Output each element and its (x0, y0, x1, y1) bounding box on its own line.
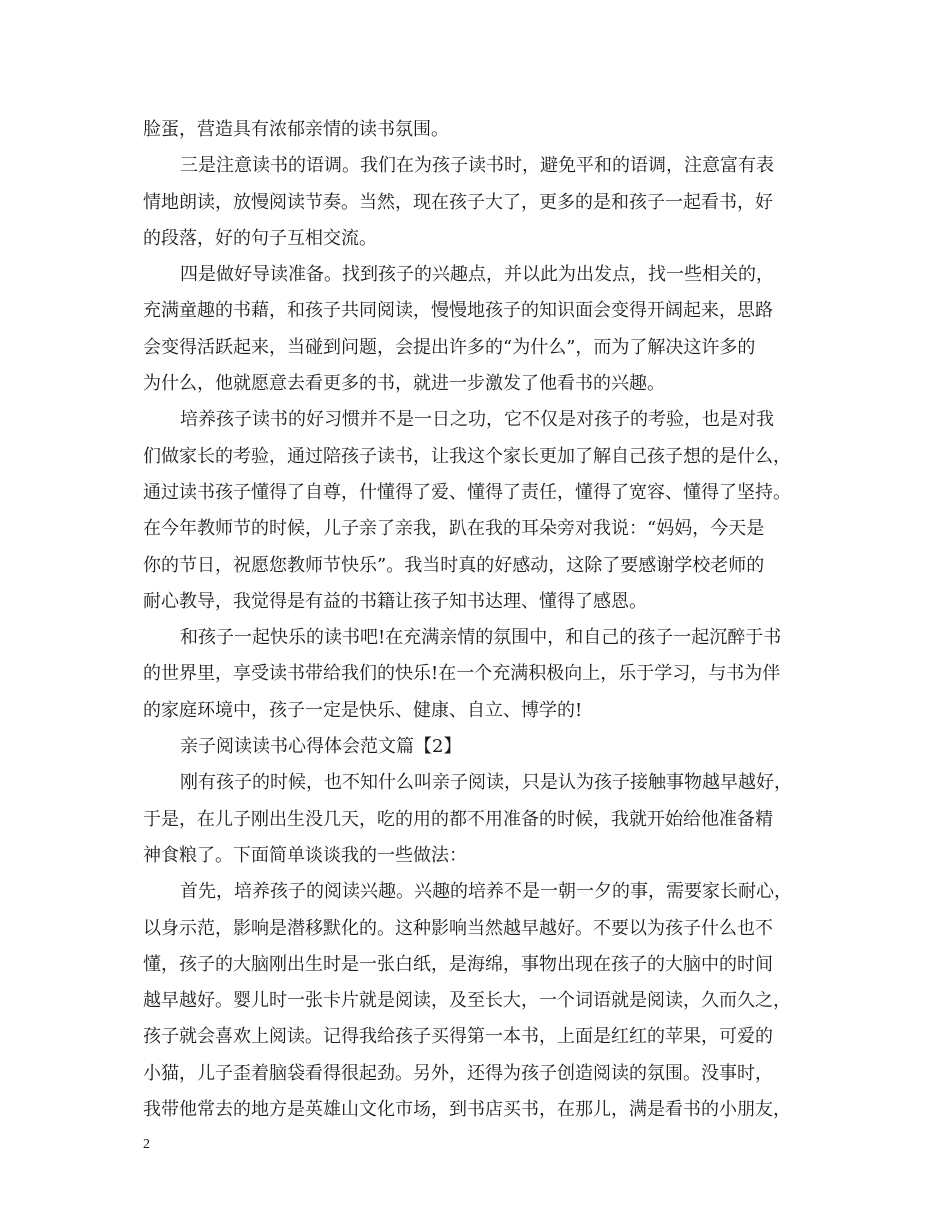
text-line: 会变得活跃起来，当碰到问题，会提出许多的“为什么”，而为了解决这许多的 (143, 336, 756, 358)
text-line: 越早越好。婴儿时一张卡片就是阅读，及至长大，一个词语就是阅读，久而久之， (143, 990, 791, 1012)
text-line: 情地朗读，放慢阅读节奏。当然，现在孩子大了，更多的是和孩子一起看书，好 (143, 191, 773, 213)
text-line: 在今年教师节的时候，儿子亲了亲我，趴在我的耳朵旁对我说：“妈妈，今天是 (143, 518, 765, 540)
text-line: 于是，在儿子刚出生没几天，吃的用的都不用准备的时候，我就开始给他准备精 (143, 808, 773, 830)
section-heading: 亲子阅读读书心得体会范文篇【2】 (180, 736, 462, 758)
text-line: 孩子就会喜欢上阅读。记得我给孩子买得第一本书，上面是红红的苹果，可爱的 (143, 1026, 773, 1048)
page-number: 2 (143, 1137, 150, 1152)
text-line: 培养孩子读书的好习惯并不是一日之功，它不仅是对孩子的考验，也是对我 (180, 409, 774, 431)
text-line: 的世界里，享受读书带给我们的快乐!在一个充满积极向上，乐于学习，与书为伴 (143, 663, 781, 685)
text-line: 懂，孩子的大脑刚出生时是一张白纸，是海绵，事物出现在孩子的大脑中的时间 (143, 953, 773, 975)
text-line: 脸蛋，营造具有浓郁亲情的读书氛围。 (143, 119, 449, 140)
text-line: 刚有孩子的时候，也不知什么叫亲子阅读，只是认为孩子接触事物越早越好， (180, 772, 792, 794)
text-line: 三是注意读书的语调。我们在为孩子读书时，避免平和的语调，注意富有表 (180, 155, 774, 177)
text-line: 的段落，好的句子互相交流。 (143, 227, 377, 249)
text-line: 通过读书孩子懂得了自尊，什懂得了爱、懂得了责任，懂得了宽容、懂得了坚持。 (143, 481, 791, 503)
text-line: 们做家长的考验，通过陪孩子读书，让我这个家长更加了解自己孩子想的是什么， (143, 445, 791, 467)
text-line: 为什么，他就愿意去看更多的书，就进一步激发了他看书的兴趣。 (143, 373, 665, 395)
text-line: 和孩子一起快乐的读书吧!在充满亲情的氛围中，和自己的孩子一起沉醉于书 (180, 627, 782, 649)
text-line: 首先，培养孩子的阅读兴趣。兴趣的培养不是一朝一夕的事，需要家长耐心， (180, 881, 792, 903)
text-line: 小猫，儿子歪着脑袋看得很起劲。另外，还得为孩子创造阅读的氛围。没事时， (143, 1062, 773, 1084)
text-line: 的家庭环境中，孩子一定是快乐、健康、自立、博学的! (143, 699, 583, 721)
text-line: 以身示范，影响是潜移默化的。这种影响当然越早越好。不要以为孩子什么也不 (143, 917, 773, 939)
text-line: 神食粮了。下面简单谈谈我的一些做法： (143, 844, 467, 866)
document-body (143, 112, 827, 1128)
text-line: 四是做好导读准备。找到孩子的兴趣点，并以此为出发点，找一些相关的， (180, 264, 774, 286)
text-line: 我带他常去的地方是英雄山文化市场，到书店买书，在那儿，满是看书的小朋友， (143, 1099, 791, 1121)
text-line: 耐心教导，我觉得是有益的书籍让孩子知书达理、懂得了感恩。 (143, 590, 647, 612)
text-line: 充满童趣的书藉，和孩子共同阅读，慢慢地孩子的知识面会变得开阔起来，思路 (143, 300, 773, 322)
text-line: 你的节日，祝愿您教师节快乐”。我当时真的好感动，这除了要感谢学校老师的 (143, 554, 765, 576)
